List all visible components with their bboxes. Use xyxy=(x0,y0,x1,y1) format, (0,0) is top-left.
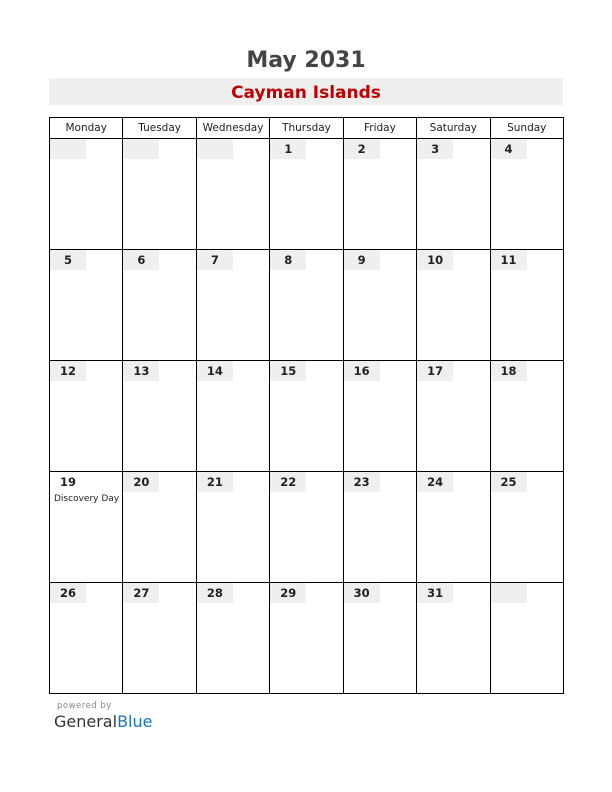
week-row xyxy=(50,583,564,694)
day-number: 13 xyxy=(123,361,159,381)
calendar-grid xyxy=(49,117,564,694)
day-number: 8 xyxy=(270,250,306,270)
day-number: 19 xyxy=(59,475,76,489)
day-number: 31 xyxy=(417,583,453,603)
brand-blue: Blue xyxy=(117,712,153,731)
empty-day-cell xyxy=(123,139,196,250)
day-number: 21 xyxy=(197,472,233,492)
day-number xyxy=(50,139,86,159)
day-cell xyxy=(417,583,490,694)
day-number: 6 xyxy=(123,250,159,270)
weekday-monday: Monday xyxy=(50,118,123,139)
day-cell xyxy=(50,250,123,361)
day-number: 17 xyxy=(417,361,453,381)
weekday-wednesday: Wednesday xyxy=(196,118,269,139)
day-cell xyxy=(270,472,343,583)
weekday-thursday: Thursday xyxy=(270,118,343,139)
day-cell xyxy=(343,139,416,250)
day-cell xyxy=(196,250,269,361)
day-cell xyxy=(417,472,490,583)
empty-day-cell xyxy=(196,139,269,250)
day-cell xyxy=(343,472,416,583)
day-number: 28 xyxy=(197,583,233,603)
day-number: 25 xyxy=(491,472,527,492)
day-number: 24 xyxy=(417,472,453,492)
day-number: 5 xyxy=(50,250,86,270)
day-cell xyxy=(196,361,269,472)
day-number: 7 xyxy=(197,250,233,270)
weekday-sunday: Sunday xyxy=(490,118,563,139)
day-cell xyxy=(50,583,123,694)
day-cell xyxy=(417,139,490,250)
powered-by-label: powered by xyxy=(57,701,112,711)
day-cell xyxy=(270,250,343,361)
day-number: 11 xyxy=(491,250,527,270)
day-number: 12 xyxy=(50,361,86,381)
day-number: 18 xyxy=(491,361,527,381)
day-number: 9 xyxy=(344,250,380,270)
day-number: 16 xyxy=(344,361,380,381)
week-row xyxy=(50,472,564,583)
day-number: 26 xyxy=(50,583,86,603)
day-number: 23 xyxy=(344,472,380,492)
day-cell xyxy=(343,361,416,472)
day-cell xyxy=(123,250,196,361)
day-cell xyxy=(343,583,416,694)
calendar-body xyxy=(50,139,564,694)
brand-general: General xyxy=(54,712,118,731)
day-cell xyxy=(490,472,563,583)
calendar-title: May 2031 xyxy=(246,48,366,73)
day-number: 29 xyxy=(270,583,306,603)
day-number: 15 xyxy=(270,361,306,381)
day-number: 10 xyxy=(417,250,453,270)
day-cell xyxy=(343,250,416,361)
day-number: 2 xyxy=(344,139,380,159)
weekday-header-row xyxy=(50,118,564,139)
day-cell xyxy=(490,139,563,250)
week-row xyxy=(50,361,564,472)
day-cell xyxy=(50,472,123,583)
empty-day-cell xyxy=(490,583,563,694)
day-cell xyxy=(50,361,123,472)
day-number xyxy=(123,139,159,159)
holiday-label: Discovery Day xyxy=(54,494,120,504)
day-cell xyxy=(196,583,269,694)
day-cell xyxy=(417,250,490,361)
day-number: 22 xyxy=(270,472,306,492)
day-number: 27 xyxy=(123,583,159,603)
brand-logo xyxy=(54,712,152,731)
day-cell xyxy=(270,583,343,694)
day-number: 3 xyxy=(417,139,453,159)
day-number xyxy=(197,139,233,159)
day-number xyxy=(491,583,527,603)
weekday-tuesday: Tuesday xyxy=(123,118,196,139)
day-cell xyxy=(270,361,343,472)
day-number: 4 xyxy=(491,139,527,159)
day-cell xyxy=(123,583,196,694)
day-cell xyxy=(270,139,343,250)
empty-day-cell xyxy=(50,139,123,250)
day-cell xyxy=(196,472,269,583)
country-name: Cayman Islands xyxy=(231,83,381,103)
day-number: 1 xyxy=(270,139,306,159)
day-number: 20 xyxy=(123,472,159,492)
country-banner xyxy=(49,78,563,105)
day-number: 30 xyxy=(344,583,380,603)
day-cell xyxy=(123,361,196,472)
day-cell xyxy=(490,361,563,472)
week-row xyxy=(50,139,564,250)
day-cell xyxy=(490,250,563,361)
day-number: 14 xyxy=(197,361,233,381)
weekday-friday: Friday xyxy=(343,118,416,139)
day-cell xyxy=(417,361,490,472)
week-row xyxy=(50,250,564,361)
day-cell xyxy=(123,472,196,583)
weekday-saturday: Saturday xyxy=(417,118,490,139)
